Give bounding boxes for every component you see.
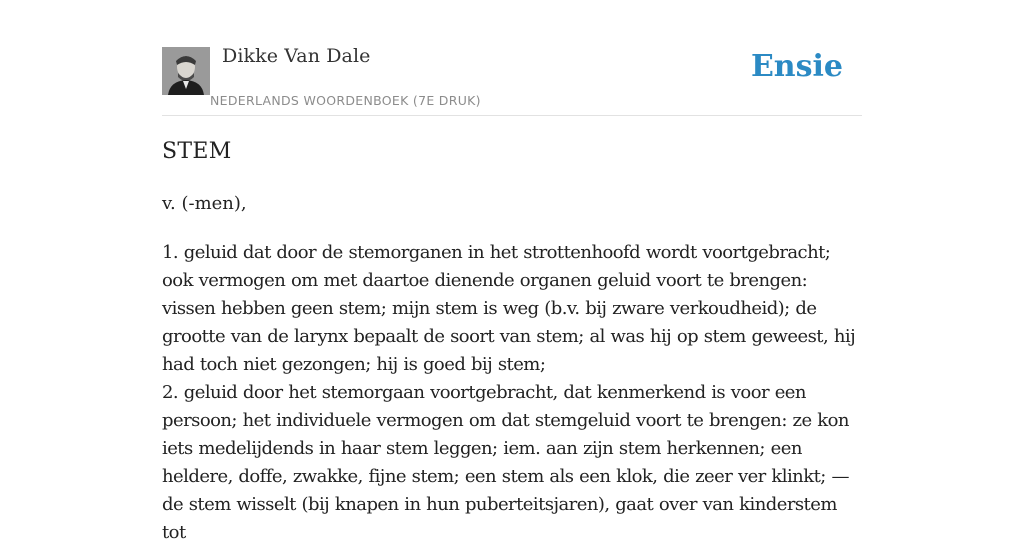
- portrait-icon: [162, 47, 210, 95]
- author-avatar[interactable]: [162, 47, 210, 95]
- entry-title: STEM: [162, 139, 232, 164]
- dictionary-subtitle: NEDERLANDS WOORDENBOEK (7E DRUK): [210, 93, 481, 108]
- ensie-logo[interactable]: Ensie: [750, 49, 843, 84]
- definition-item: 2. geluid door het stemorgaan voortgebracht, dat kenmerkend is voor een persoon; het individuele vermogen om dat stemgeluid voort te brengen: ze kon iets medelijdends in haar stem leggen; iem. aan zijn stem herkennen; een heldere, doffe, zwakke, fijne stem; een stem als een klok, die zeer ver klinkt; — de stem wisselt (bij knapen in hun puberteitsjaren), gaat over van kinderstem tot: [162, 382, 849, 543]
- header: [162, 0, 862, 116]
- page: [162, 0, 862, 543]
- entry-definitions: [162, 239, 862, 547]
- author-name-link[interactable]: Dikke Van Dale: [222, 45, 371, 67]
- entry-grammar: v. (-men),: [162, 193, 247, 214]
- definition-item: 1. geluid dat door de stemorganen in het strottenhoofd wordt voortgebracht; ook vermogen om met daartoe dienende organen geluid voort te brengen: vissen hebben geen stem; mijn stem is weg (b.v. bij zware verkoudheid); de grootte van de larynx bepaalt de soort van stem; al was hij op stem geweest, hij had toch niet gezongen; hij is goed bij stem;: [162, 242, 856, 375]
